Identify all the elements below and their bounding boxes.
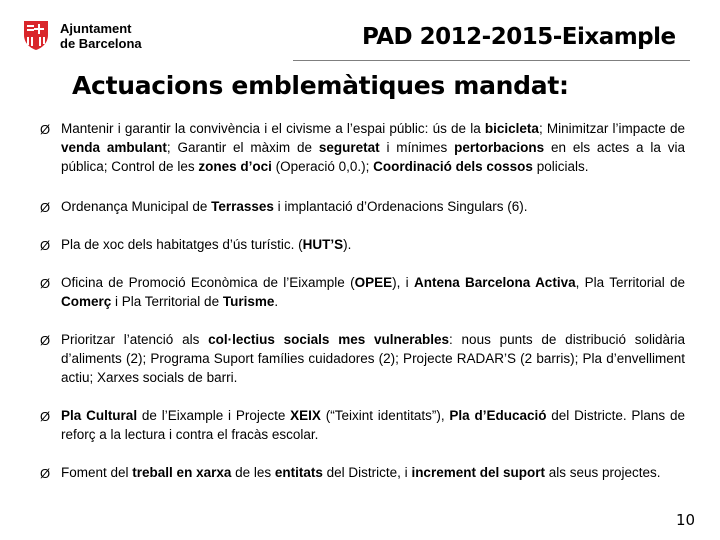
bullet-item	[40, 463, 685, 482]
bullet-text: del Districte. Plans de reforç a la lectura i contra el fracàs escolar.	[61, 408, 686, 442]
bullet-text-bold: entitats	[274, 465, 323, 480]
bullet-arrow-icon: Ø	[40, 409, 51, 424]
bullet-arrow-icon: Ø	[40, 333, 51, 348]
bullet-text: en els actes a la via pública; Control de les	[61, 140, 685, 174]
bullet-text: i mínimes	[379, 140, 455, 155]
bullet-text: ).	[343, 237, 352, 252]
bullet-text-bold: Terrasses	[211, 199, 274, 214]
barcelona-shield-icon	[22, 19, 50, 51]
bullet-text: : nous punts de distribució solidària d’aliments (2); Programa Suport famílies cuidadores (2); Projecte RADAR’S (2 barris); Pla d’envelliment actiu; Xarxes socials de barri.	[61, 332, 686, 385]
bullet-text: i Pla Territorial de	[111, 294, 223, 309]
bullet-item	[40, 273, 685, 311]
bullet-arrow-icon: Ø	[40, 238, 51, 253]
bullet-text-bold: OPEE	[354, 275, 393, 290]
header-divider	[293, 60, 690, 61]
bullet-text: Pla de xoc dels habitatges d’ús turístic. (	[61, 237, 303, 252]
bullet-text: policials.	[532, 159, 589, 174]
bullet-item	[40, 119, 685, 176]
ajuntament-logo	[22, 17, 142, 53]
bullet-arrow-icon: Ø	[40, 122, 51, 137]
logo-text-line1: Ajuntament	[60, 21, 132, 36]
bullet-text: .	[274, 294, 279, 309]
bullet-text: ; Garantir el màxim de	[166, 140, 319, 155]
bullet-text: del Districte, i	[322, 465, 412, 480]
bullet-text: de l’Eixample i Projecte	[137, 408, 291, 423]
bullet-text-bold: bicicleta	[484, 121, 539, 136]
bullet-text: ), i	[392, 275, 414, 290]
bullet-text-bold: Turisme	[222, 294, 275, 309]
header-title: PAD 2012-2015-Eixample	[362, 24, 676, 50]
bullet-text-bold: Pla d’Educació	[449, 408, 547, 423]
bullet-text-bold: Antena Barcelona Activa	[413, 275, 576, 290]
bullet-text-bold: increment del suport	[411, 465, 545, 480]
bullet-text: i implantació d’Ordenacions Singulars (6).	[273, 199, 528, 214]
section-title: Actuacions emblemàtiques mandat:	[72, 71, 569, 100]
bullet-text-bold: col·lectius socials mes vulnerables	[208, 332, 450, 347]
bullet-text: Oficina de Promoció Econòmica de l’Eixample (	[61, 275, 355, 290]
bullet-arrow-icon: Ø	[40, 466, 51, 481]
bullet-text-bold: treball en xarxa	[132, 465, 232, 480]
bullet-text-bold: Comerç	[61, 294, 112, 309]
bullet-text-bold: zones d’oci	[198, 159, 272, 174]
bullet-text: , Pla Territorial de	[575, 275, 686, 290]
bullet-text: de les	[231, 465, 275, 480]
bullet-text-bold: seguretat	[318, 140, 380, 155]
bullet-item	[40, 406, 685, 444]
bullet-text: Prioritzar l’atenció als	[61, 332, 209, 347]
bullet-text-bold: Coordinació dels cossos	[373, 159, 533, 174]
bullet-item	[40, 235, 685, 254]
bullet-arrow-icon: Ø	[40, 276, 51, 291]
bullet-item	[40, 197, 685, 216]
bullet-text: als seus projectes.	[544, 465, 661, 480]
bullet-text-bold: Pla Cultural	[61, 408, 138, 423]
bullet-text: Ordenança Municipal de	[61, 199, 212, 214]
bullet-list	[40, 119, 685, 501]
bullet-text-bold: HUT’S	[302, 237, 344, 252]
page-number: 10	[676, 511, 696, 529]
bullet-text: Mantenir i garantir la convivència i el civisme a l’espai públic: ús de la	[61, 121, 485, 136]
logo-text-line2: de Barcelona	[60, 36, 142, 51]
bullet-text: (Operació 0,0.);	[271, 159, 374, 174]
bullet-text-bold: pertorbacions	[454, 140, 545, 155]
bullet-text: ; Minimitzar l’impacte de	[538, 121, 686, 136]
bullet-text-bold: XEIX	[290, 408, 321, 423]
bullet-text-bold: venda ambulant	[61, 140, 167, 155]
bullet-text: Foment del	[61, 465, 133, 480]
bullet-text: (“Teixint identitats”),	[320, 408, 450, 423]
bullet-item	[40, 330, 685, 387]
bullet-arrow-icon: Ø	[40, 200, 51, 215]
